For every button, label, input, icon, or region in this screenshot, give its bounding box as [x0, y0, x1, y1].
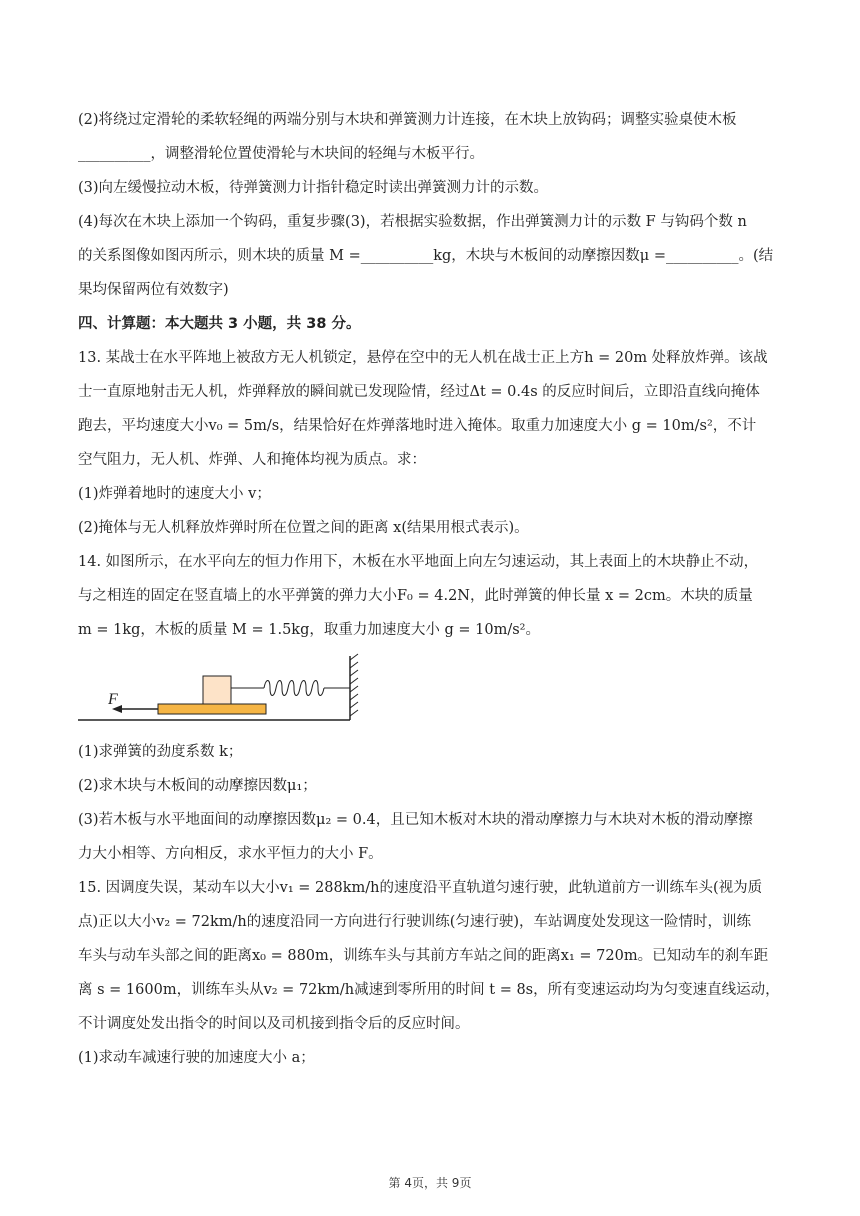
spring-block-figure — [78, 652, 368, 724]
force-label: F — [108, 691, 118, 708]
text-line: (1)炸弹着地时的速度大小 v； — [78, 486, 271, 502]
text-line: 不计调度处发出指令的时间以及司机接到指令后的反应时间。 — [78, 1016, 470, 1032]
text-line: 离 s = 1600m，训练车头从v₂ = 72km/h减速到零所用的时间 t = 8s，所有变速运动均为匀变速直线运动， — [78, 982, 780, 998]
text-line: 力大小相等、方向相反，求水平恒力的大小 F。 — [78, 846, 383, 862]
block — [203, 676, 231, 704]
text-line: m = 1kg，木板的质量 M = 1.5kg，取重力加速度大小 g = 10m/s²。 — [78, 622, 540, 638]
text-line: (3)若木板与水平地面间的动摩擦因数μ₂ = 0.4，且已知木板对木块的滑动摩擦力与木块对木板的滑动摩擦 — [78, 812, 753, 828]
text-line: (2)将绕过定滑轮的柔软轻绳的两端分别与木块和弹簧测力计连接，在木块上放钩码；调整实验桌使木板 — [78, 112, 737, 128]
text-line: 果均保留两位有效数字) — [78, 282, 229, 298]
text-line: 的关系图像如图丙所示，则木块的质量 M =__________kg，木块与木板间的动摩擦因数μ =__________。(结 — [78, 248, 774, 264]
text-line: 14. 如图所示，在水平向左的恒力作用下，木板在水平地面上向左匀速运动，其上表面上的木块静止不动， — [78, 554, 759, 570]
text-line: __________，调整滑轮位置使滑轮与木块间的轻绳与木板平行。 — [78, 146, 484, 162]
text-line: (1)求动车减速行驶的加速度大小 a； — [78, 1050, 315, 1066]
text-line: (3)向左缓慢拉动木板，待弹簧测力计指针稳定时读出弹簧测力计的示数。 — [78, 180, 549, 196]
text-line: 士一直原地射击无人机，炸弹释放的瞬间就已发现险情，经过Δt = 0.4s 的反应时间后，立即沿直线向掩体 — [78, 384, 760, 400]
page-footer: 第 4页，共 9页 — [388, 1176, 472, 1190]
text-line: (2)求木块与木板间的动摩擦因数μ₁； — [78, 778, 317, 794]
spring — [231, 681, 350, 696]
text-line: (4)每次在木块上添加一个钩码，重复步骤(3)，若根据实验数据，作出弹簧测力计的示数 F 与钩码个数 n — [78, 214, 747, 230]
plank — [158, 704, 266, 714]
text-line: 车头与动车头部之间的距离x₀ = 880m，训练车头与其前方车站之间的距离x₁ = 720m。已知动车的刹车距 — [78, 948, 769, 964]
text-line: 与之相连的固定在竖直墙上的水平弹簧的弹力大小F₀ = 4.2N，此时弹簧的伸长量 x = 2cm。木块的质量 — [78, 588, 753, 604]
section-heading: 四、计算题：本大题共 3 小题，共 38 分。 — [78, 316, 361, 332]
text-line: 15. 因调度失误，某动车以大小v₁ = 288km/h的速度沿平直轨道匀速行驶，此轨道前方一训练车头(视为质 — [78, 880, 763, 896]
text-line: 跑去，平均速度大小v₀ = 5m/s，结果恰好在炸弹落地时进入掩体。取重力加速度大小 g = 10m/s²，不计 — [78, 418, 757, 434]
text-line: 13. 某战士在水平阵地上被敌方无人机锁定，悬停在空中的无人机在战士正上方h = 20m 处释放炸弹。该战 — [78, 350, 768, 366]
wall — [350, 654, 358, 720]
text-line: 空气阻力，无人机、炸弹、人和掩体均视为质点。求： — [78, 452, 426, 468]
text-line: 点)正以大小v₂ = 72km/h的速度沿同一方向进行行驶训练(匀速行驶)，车站调度处发现这一险情时，训练 — [78, 914, 752, 930]
text-line: (2)掩体与无人机释放炸弹时所在位置之间的距离 x(结果用根式表示)。 — [78, 520, 529, 536]
text-line: (1)求弹簧的劲度系数 k； — [78, 744, 243, 760]
force-arrow — [107, 691, 158, 713]
